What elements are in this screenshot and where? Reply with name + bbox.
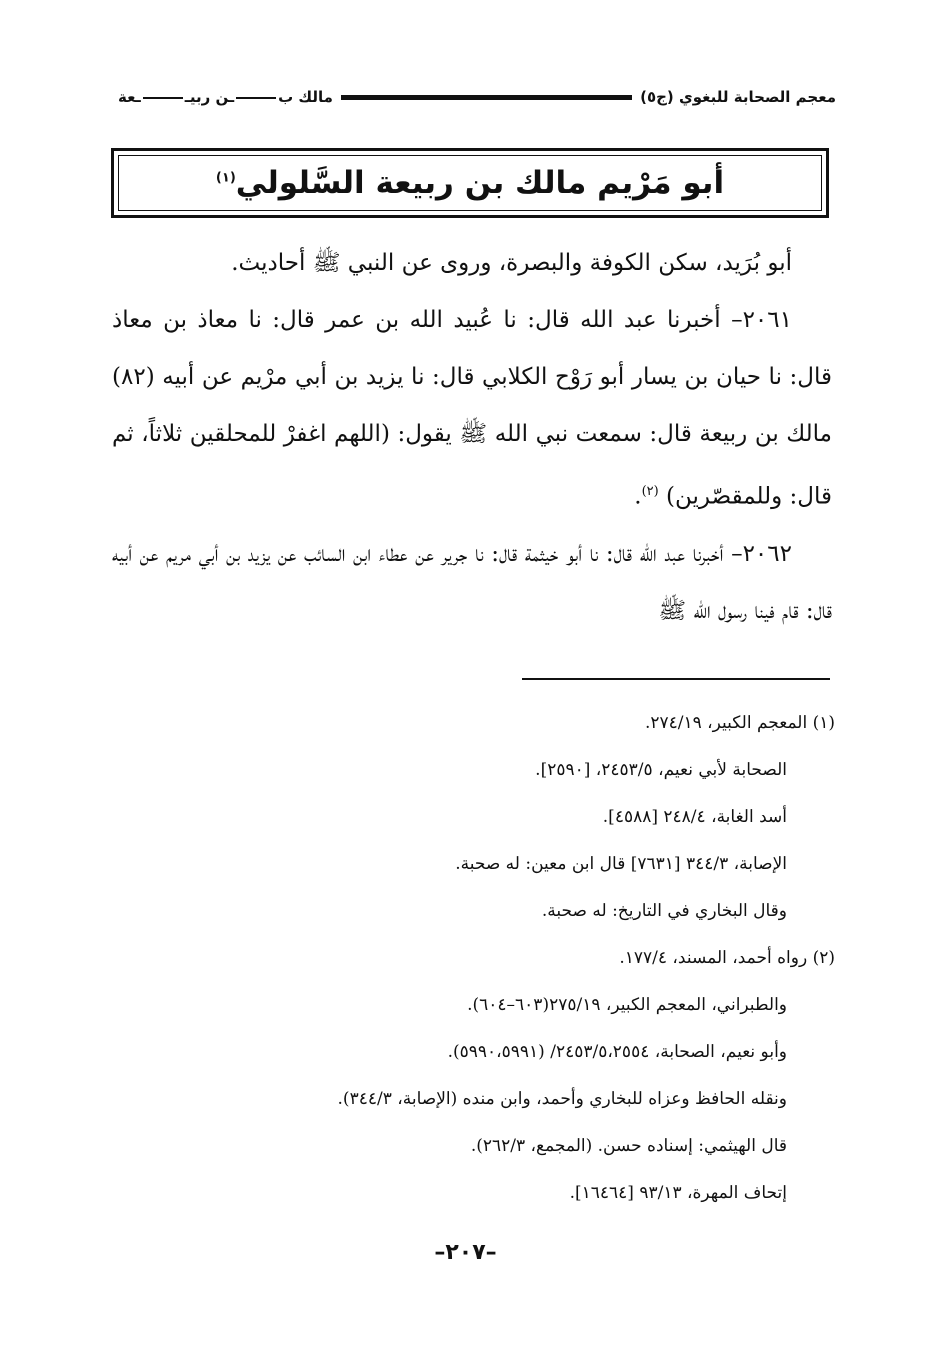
footnote-1-line: وقال البخاري في التاريخ: له صحبة.	[541, 901, 787, 921]
tatweel-stroke	[236, 97, 276, 99]
body-text	[112, 235, 832, 640]
footnote-1: (١) المعجم الكبير، ٢٧٤/١٩.	[644, 713, 835, 733]
hadith-2061-text: ٢٠٦١– أخبرنا عبد الله قال: نا عُبيد الله بن عمر قال: نا معاذ بن معاذ قال: نا حيان بن يسار أبو رَوْح الكلابي قال: نا يزيد بن أبي مرْيم عن أبيه (٨٢) مالك بن ربيعة قال: سمعت نبي الله ﷺ يقول: (اللهم اغفرْ للمحلقين ثلاثاً، ثم قال: وللمقصّرين)	[112, 307, 832, 510]
entry-title-inner-frame	[118, 155, 822, 211]
footnote-separator	[522, 678, 830, 680]
chapter-title-end: ـعة	[118, 88, 141, 106]
chapter-title	[118, 88, 333, 106]
footnote-2-line: والطبراني، المعجم الكبير، ٢٧٥/١٩(٦٠٣–٦٠٤).	[467, 995, 787, 1015]
footnotes	[160, 700, 835, 1217]
tatweel-stroke	[143, 97, 183, 99]
footnote-2-line: إتحاف المهرة، ٩٣/١٣ [١٦٤٦٤].	[569, 1183, 787, 1203]
entry-title	[216, 165, 724, 201]
footnote-1-line: أسد الغابة، ٢٤٨/٤ [٤٥٨٨].	[602, 807, 787, 827]
book-title: معجم الصحابة للبغوي (ج٥)	[640, 88, 836, 106]
footnote-1-line: الإصابة، ٣٤٤/٣ [٧٦٣١] قال ابن معين: له صحبة.	[455, 854, 787, 874]
intro-paragraph: أبو بُرَيد، سكن الكوفة والبصرة، وروى عن النبي ﷺ أحاديث.	[231, 250, 792, 276]
running-header	[118, 82, 836, 112]
footnote-2-line: وأبو نعيم، الصحابة، ٢٤٥٣/٥،٢٥٥٤/ (٥٩٩٠،٥٩٩١).	[447, 1042, 787, 1062]
footnote-ref-2: (٢)	[641, 484, 659, 499]
footnote-ref-1: (١)	[215, 170, 236, 186]
hadith-2061-end: .	[634, 483, 642, 510]
header-rule	[341, 95, 632, 100]
footnote-2-line: ونقله الحافظ وعزاه للبخاري وأحمد، وابن منده (الإصابة، ٣٤٤/٣).	[337, 1089, 787, 1109]
footnote-2: (٢) رواه أحمد، المسند، ١٧٧/٤.	[619, 948, 835, 968]
footnote-1-line: الصحابة لأبي نعيم، ٢٤٥٣/٥، [٢٥٩٠].	[535, 760, 787, 780]
chapter-title-mid: ـن ربيـ	[184, 88, 235, 106]
entry-title-text: أبو مَرْيم مالك بن ربيعة السَّلولي	[235, 165, 725, 201]
page-number: –٢٠٧–	[434, 1240, 497, 1265]
chapter-title-start: مالك ب	[278, 88, 333, 106]
hadith-2061	[112, 292, 832, 526]
footnote-2-line: قال الهيثمي: إسناده حسن. (المجمع، ٢٦٢/٣).	[470, 1136, 787, 1156]
entry-title-box	[111, 148, 829, 218]
hadith-2062: ٢٠٦٢– أخبرنا عبد الله قال: نا أبو خيثمة قال: نا جرير عن عطاء ابن السائب عن يزيد بن أبي مريم عن أبيه قال: قام فينا رسول الله ﷺ	[112, 540, 832, 624]
